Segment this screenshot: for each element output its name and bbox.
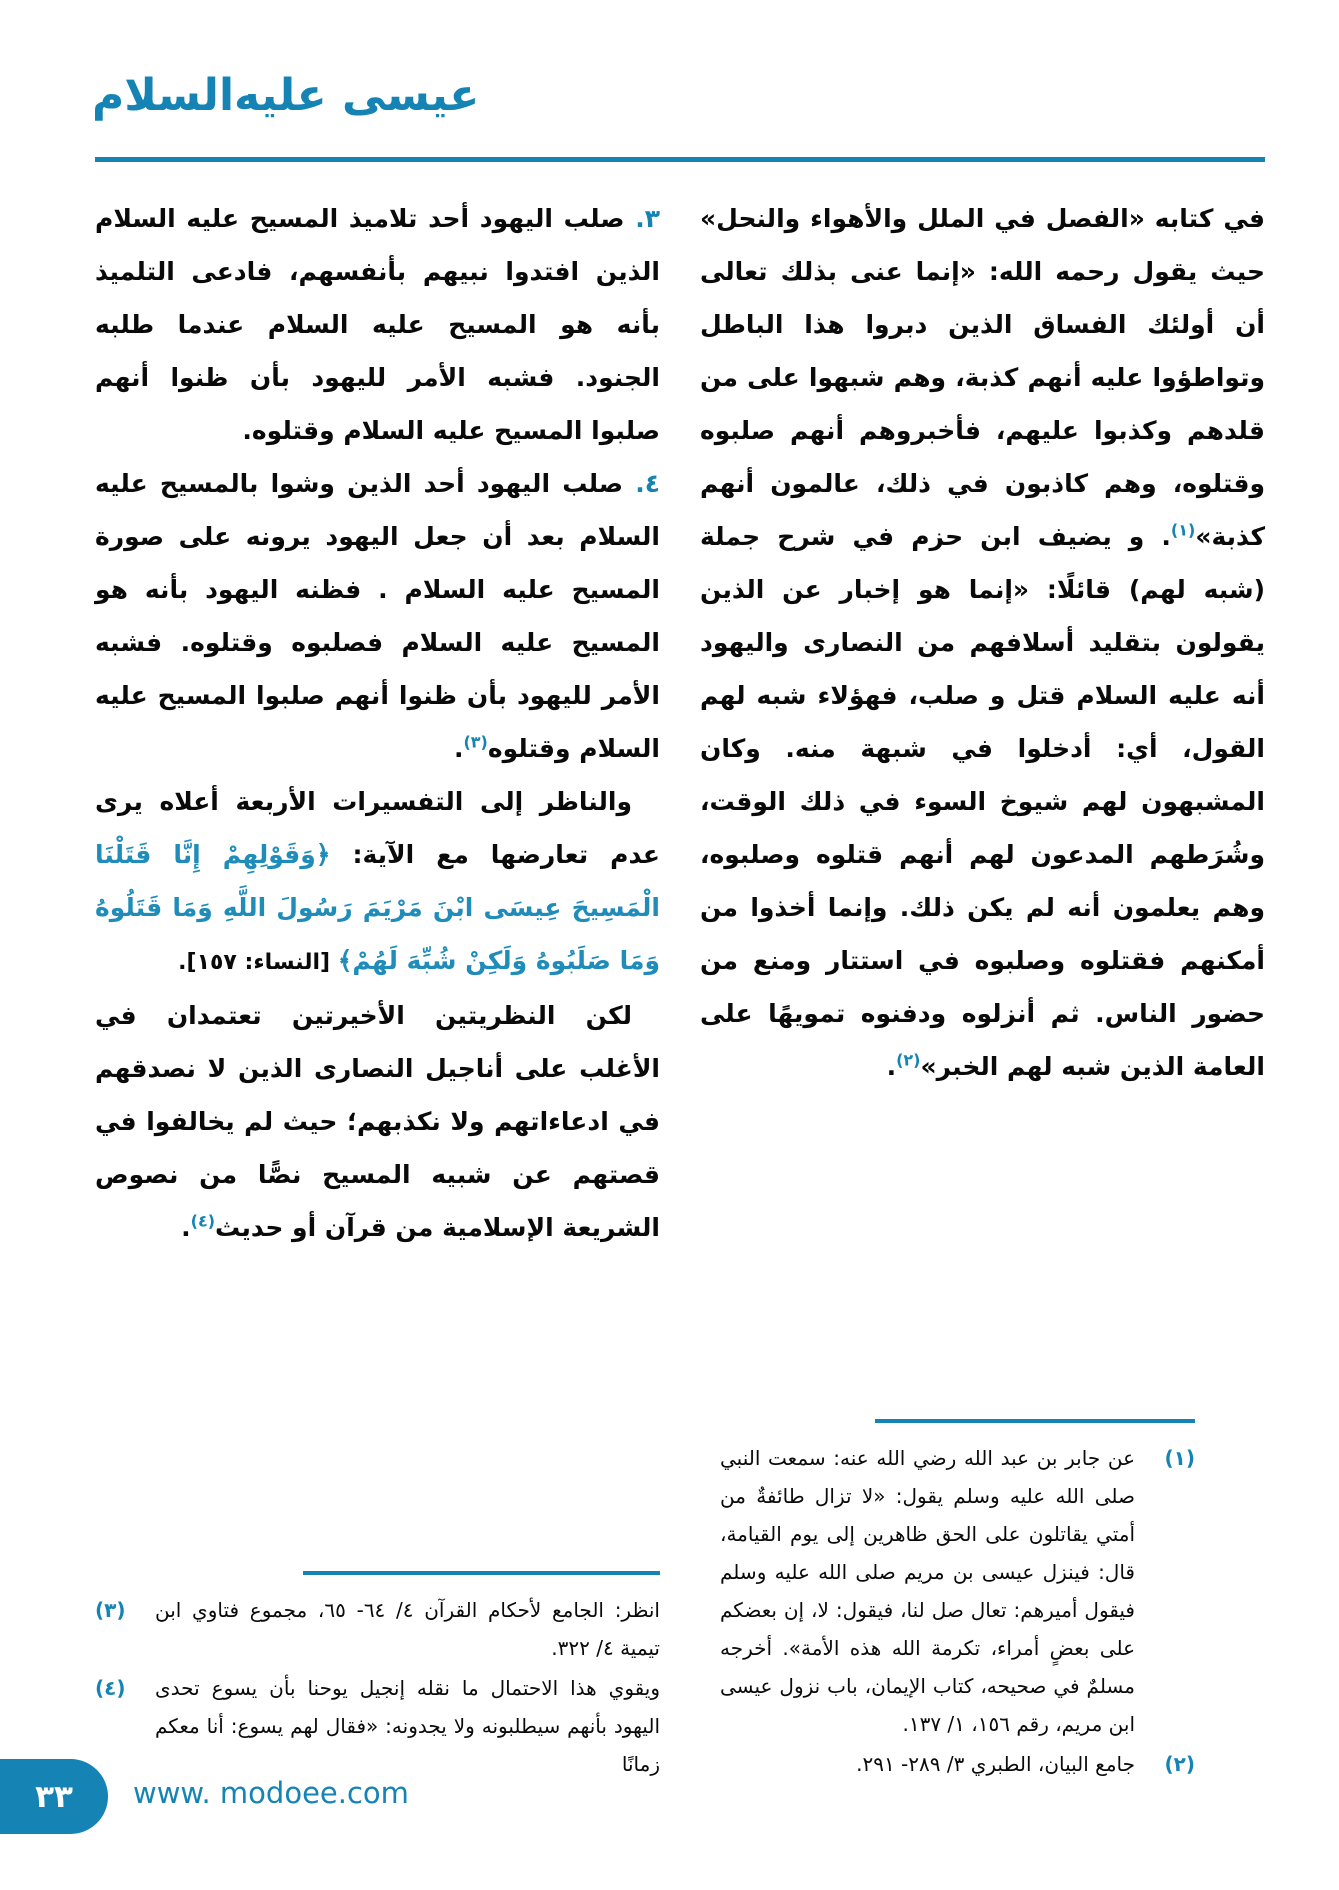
paragraph-observer [95,775,660,989]
right-main-text [700,192,1265,1093]
footnote-separator-right [875,1419,1195,1423]
page-number: ٣٣ [35,1778,73,1815]
quote-segment-1: في كتابه «الفصل في الملل والأهواء والنحل» حيث يقول رحمه الله: «إنما عنى بذلك تعالى أن أولئك الفساق الذين دبروا هذا الباطل وتواطؤوا عليه أنهم كذبة، وهم شبهوا على من قلدهم وكذبوا عليهم، فأخبروهم أنهم صلبوه وقتلوه، وهم كاذبون في ذلك، عالمون أنهم كذبة» [700,204,1265,551]
final-text: لكن النظريتين الأخيرتين تعتمدان في الأغلب على أناجيل النصارى الذين لا نصدقهم في ادعاءاتهم ولا نكذبهم؛ حيث لم يخالفوا في قصتهم عن شبيه المسيح نصًّا من نصوص الشريعة الإسلامية من قرآن أو حديث [95,1001,660,1242]
paragraph-final [95,989,660,1254]
sentence-end: . [886,1052,897,1081]
left-main-text [95,192,660,1254]
observer-intro: والناظر إلى التفسيرات الأربعة أعلاه يرى عدم تعارضها مع الآية: [95,787,660,869]
list-marker-3: ٣. [635,204,660,233]
footnote-marker-4: (٤) [95,1676,126,1700]
page-columns [95,192,1265,1785]
sentence-end: . [181,1213,191,1242]
footnotes-left [95,1571,660,1785]
page-number-tab [0,1759,108,1834]
paragraph-ibn-hazm [700,192,1265,1093]
footnote-ref-3[interactable]: (٣) [463,732,488,752]
quote-segment-2: . و يضيف ابن حزم في شرح جملة (شبه لهم) قائلًا: «إنما هو إخبار عن الذين يقولون بتقليد أسلافهم من النصارى واليهود أنه عليه السلام قتل و صلب، فهؤلاء شبه لهم القول، أي: أدخلوا في شبهة منه. وكان المشبهون لهم شيوخ السوء في ذلك الوقت، وشُرَطهم المدعون لهم أنهم قتلوه وصلبوه، وهم يعلمون أنه لم يكن ذلك. وإنما أخذوا من أمكنهم فقتلوه وصلبوه في استتار ومنع من حضور الناس. ثم أنزلوه ودفنوه تمويهًا على العامة الذين شبه لهم الخبر» [700,522,1265,1081]
verse-source: [النساء: ١٥٧]. [178,950,338,975]
footnote-ref-4[interactable]: (٤) [190,1211,216,1231]
footnote-item-2 [720,1745,1195,1783]
list-marker-4: ٤. [635,469,660,498]
footnote-separator-left [303,1571,660,1575]
header-divider [95,157,1265,162]
column-left [95,192,660,1785]
list-item-3 [95,192,660,457]
website-link[interactable]: www. modoee.com [133,1776,409,1810]
quran-verse: ﴿وَقَوْلِهِمْ إِنَّا قَتَلْنَا الْمَسِيحَ عِيسَى ابْنَ مَرْيَمَ رَسُولَ اللَّهِ وَمَا قَتَلُوهُ وَمَا صَلَبُوهُ وَلَكِنْ شُبِّهَ لَهُمْ﴾ [95,840,660,975]
footnote-text-3: انظر: الجامع لأحكام القرآن ٤/ ٦٤- ٦٥، مجموع فتاوي ابن تيمية ٤/ ٣٢٢. [155,1598,660,1660]
footnotes-right [720,1419,1195,1785]
footnote-item-3 [95,1591,660,1667]
footnote-text-1: عن جابر بن عبد الله رضي الله عنه: سمعت النبي صلى الله عليه وسلم يقول: «لا تزال طائفةٌ من أمتي يقاتلون على الحق ظاهرين إلى يوم القيامة، قال: فينزل عيسى بن مريم صلى الله عليه وسلم فيقول أميرهم: تعال صل لنا، فيقول: لا، إن بعضكم على بعضٍ أمراء، تكرمة الله هذه الأمة». أخرجه مسلمٌ في صحيحه، كتاب الإيمان، باب نزول عيسى ابن مريم، رقم ١٥٦، ١/ ١٣٧. [720,1446,1135,1736]
footnote-ref-1[interactable]: (١) [1170,520,1196,540]
footnote-text-4: ويقوي هذا الاحتمال ما نقله إنجيل يوحنا بأن يسوع تحدى اليهود بأنهم سيطلبونه ولا يجدونه: «فقال لهم يسوع: أنا معكم زمانًا [155,1676,660,1776]
footnote-item-1 [720,1439,1195,1743]
list-item-4 [95,457,660,775]
column-right [700,192,1265,1785]
sentence-end: . [453,734,464,763]
footnote-text-2: جامع البيان، الطبري ٣/ ٢٨٩- ٢٩١. [856,1752,1135,1776]
footnote-marker-1: (١) [1164,1446,1195,1470]
footnote-item-4 [95,1669,660,1783]
list-item-4-text: صلب اليهود أحد الذين وشوا بالمسيح عليه السلام بعد أن جعل اليهود يرونه على صورة المسيح عليه السلام . فظنه اليهود بأنه هو المسيح عليه السلام فصلبوه وقتلوه. فشبه الأمر لليهود بأن ظنوا أنهم صلبوا المسيح عليه السلام وقتلوه [95,469,660,763]
list-item-3-text: صلب اليهود أحد تلاميذ المسيح عليه السلام الذين افتدوا نبيهم بأنفسهم، فادعى التلميذ بأنه هو المسيح عليه السلام عندما طلبه الجنود. فشبه الأمر لليهود بأن ظنوا أنهم صلبوا المسيح عليه السلام وقتلوه. [95,204,660,445]
page-title: عيسى عليه‌السلام [92,70,480,121]
footnote-ref-2[interactable]: (٢) [896,1050,921,1070]
footnote-marker-3: (٣) [95,1598,126,1622]
footnote-marker-2: (٢) [1164,1752,1195,1776]
